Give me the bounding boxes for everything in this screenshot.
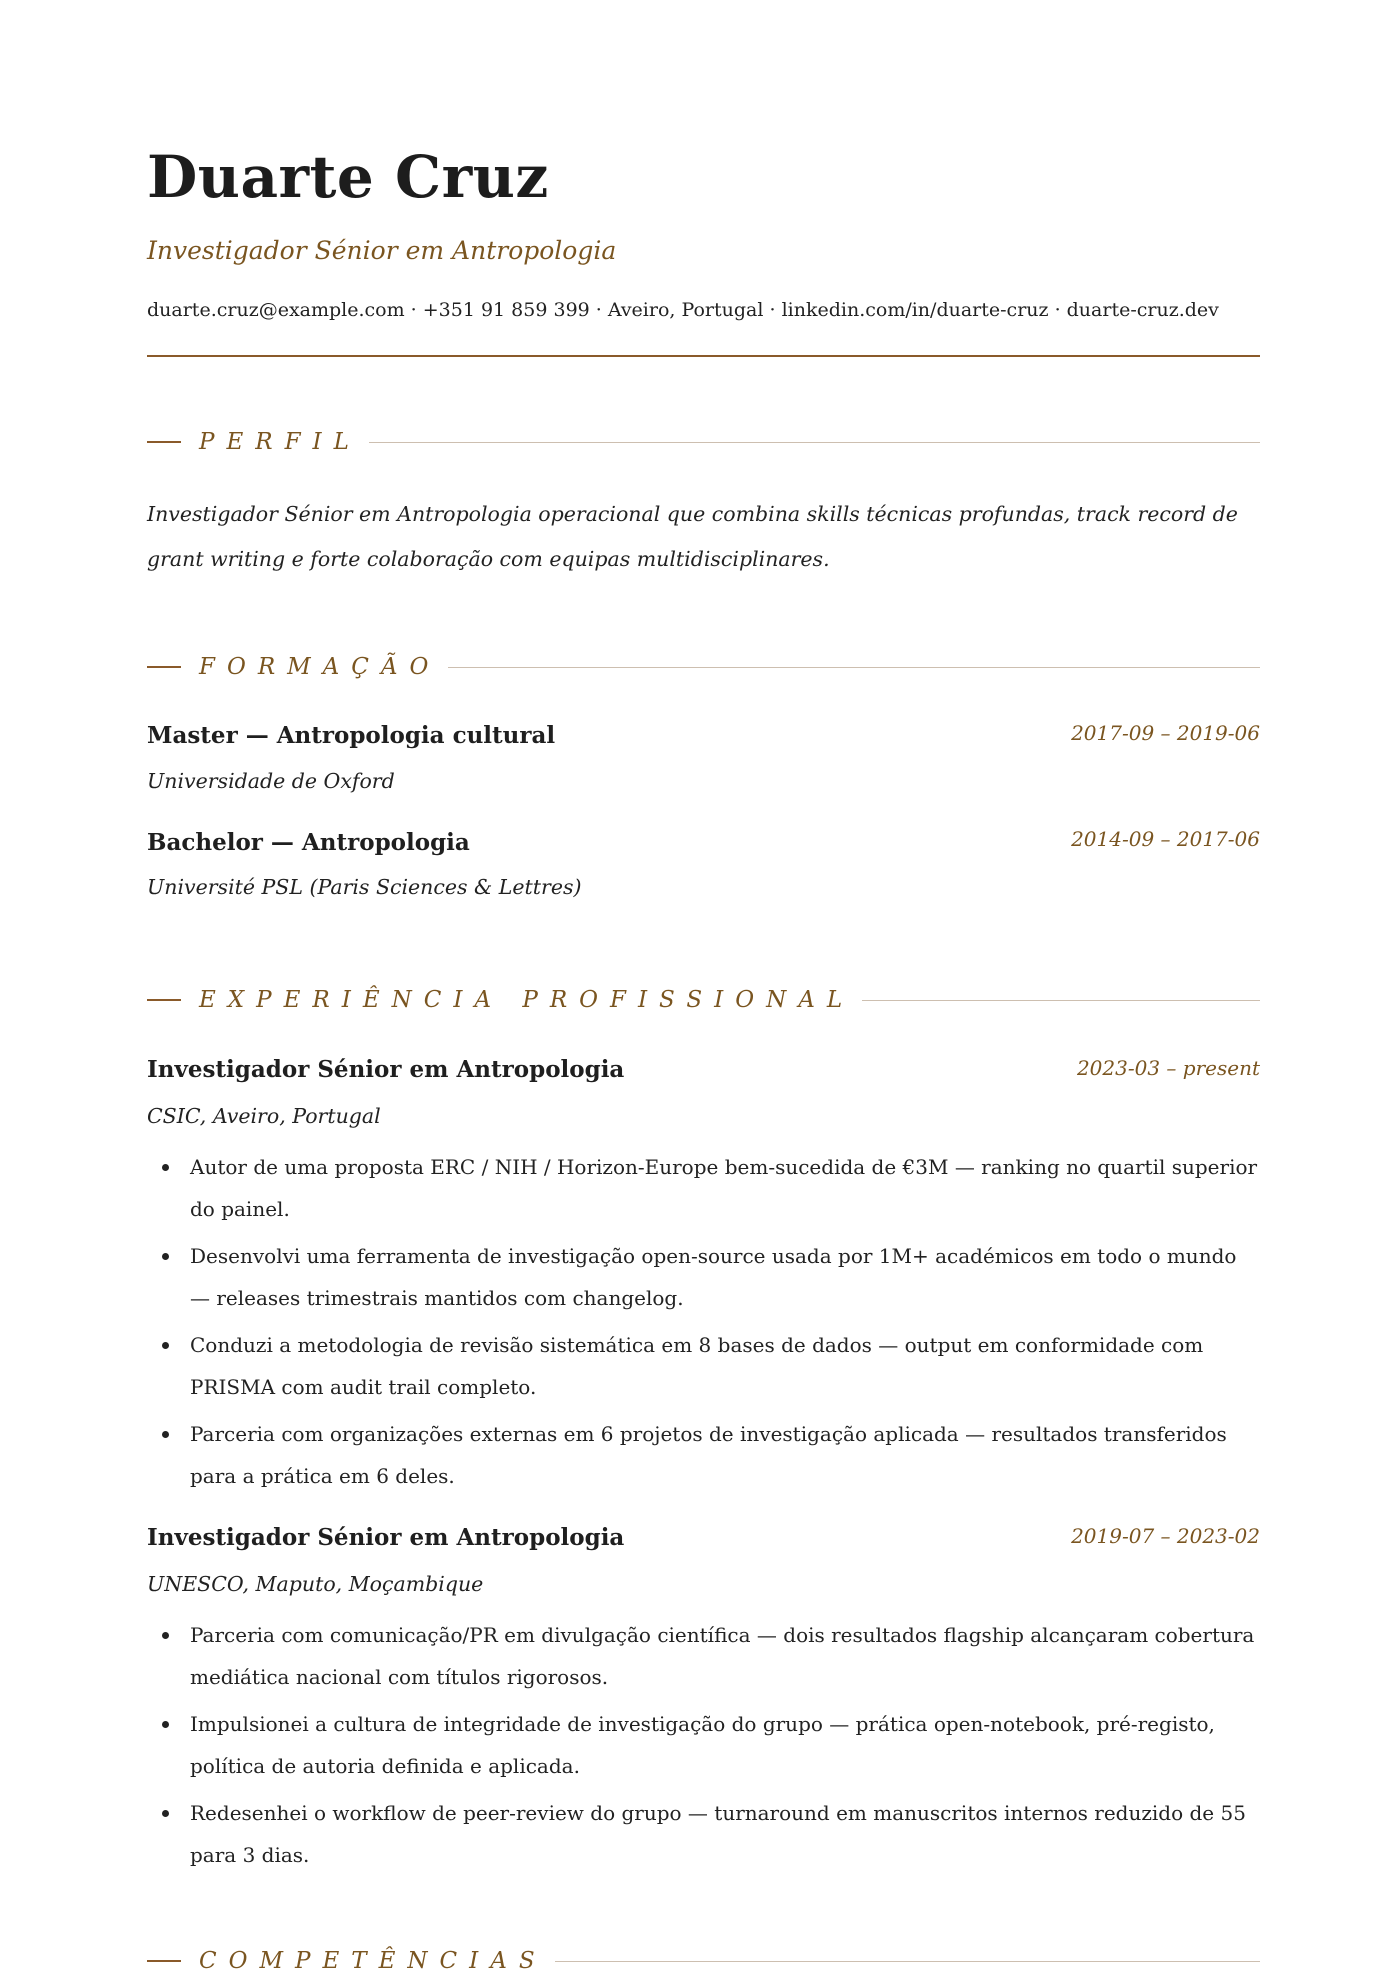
job-dates: 2019-07 – 2023-02 [1071, 1524, 1260, 1548]
heading-rule [862, 1000, 1260, 1001]
job-organization: CSIC, Aveiro, Portugal [147, 1104, 381, 1128]
job-bullets [147, 1146, 1260, 1502]
bullet-item: Parceria com comunicação/PR em divulgação científica — dois resultados flagship alcançaram cobertura mediática nacional com títulos rigorosos. [147, 1614, 1260, 1698]
bullet-item: Impulsionei a cultura de integridade de investigação do grupo — prática open-notebook, pré-registo, política de autoria definida e aplicada. [147, 1703, 1260, 1787]
header-divider [147, 355, 1260, 357]
job-dates: 2023-03 – present [1076, 1056, 1260, 1080]
heading-dash [147, 999, 181, 1001]
candidate-role: Investigador Sénior em Antropologia [147, 236, 617, 265]
section-heading-profile [147, 427, 1260, 457]
education-dates: 2017-09 – 2019-06 [1071, 721, 1260, 745]
section-title: COMPETÊNCIAS [199, 1948, 547, 1974]
job-title: Investigador Sénior em Antropologia [147, 1056, 625, 1083]
education-institution: Université PSL (Paris Sciences & Lettres) [147, 875, 582, 899]
heading-rule [369, 442, 1260, 443]
heading-rule [448, 667, 1260, 668]
section-title: PERFIL [199, 429, 361, 455]
contact-line: duarte.cruz@example.com · +351 91 859 399 · Aveiro, Portugal · linkedin.com/in/duarte-cruz · duarte-cruz.dev [147, 299, 1219, 321]
section-heading-experience [147, 985, 1260, 1015]
bullet-item: Desenvolvi uma ferramenta de investigação open-source usada por 1M+ académicos em todo o mundo — releases trimestrais mantidos com changelog. [147, 1235, 1260, 1319]
bullet-item: Parceria com organizações externas em 6 projetos de investigação aplicada — resultados transferidos para a prática em 6 deles. [147, 1413, 1260, 1497]
heading-dash [147, 666, 181, 668]
bullet-item: Redesenhei o workflow de peer-review do grupo — turnaround em manuscritos internos reduzido de 55 para 3 dias. [147, 1792, 1260, 1876]
heading-dash [147, 1960, 181, 1962]
education-institution: Universidade de Oxford [147, 769, 395, 793]
profile-text: Investigador Sénior em Antropologia operacional que combina skills técnicas profundas, track record de grant writing e forte colaboração com equipas multidisciplinares. [147, 502, 1238, 571]
heading-rule [555, 1961, 1260, 1962]
job-title: Investigador Sénior em Antropologia [147, 1524, 625, 1551]
bullet-item: Conduzi a metodologia de revisão sistemática em 8 bases de dados — output em conformidade com PRISMA com audit trail completo. [147, 1324, 1260, 1408]
heading-dash [147, 441, 181, 443]
section-title: EXPERIÊNCIA PROFISSIONAL [199, 987, 855, 1013]
job-organization: UNESCO, Maputo, Moçambique [147, 1572, 484, 1596]
section-heading-education [147, 652, 1260, 682]
job-bullets [147, 1614, 1260, 1881]
education-title: Bachelor — Antropologia [147, 829, 470, 856]
candidate-name: Duarte Cruz [147, 143, 549, 211]
section-title: FORMAÇÃO [199, 654, 441, 680]
education-title: Master — Antropologia cultural [147, 722, 556, 749]
education-dates: 2014-09 – 2017-06 [1071, 827, 1260, 851]
section-heading-skills [147, 1946, 1260, 1976]
bullet-item: Autor de uma proposta ERC / NIH / Horizon-Europe bem-sucedida de €3M — ranking no quartil superior do painel. [147, 1146, 1260, 1230]
